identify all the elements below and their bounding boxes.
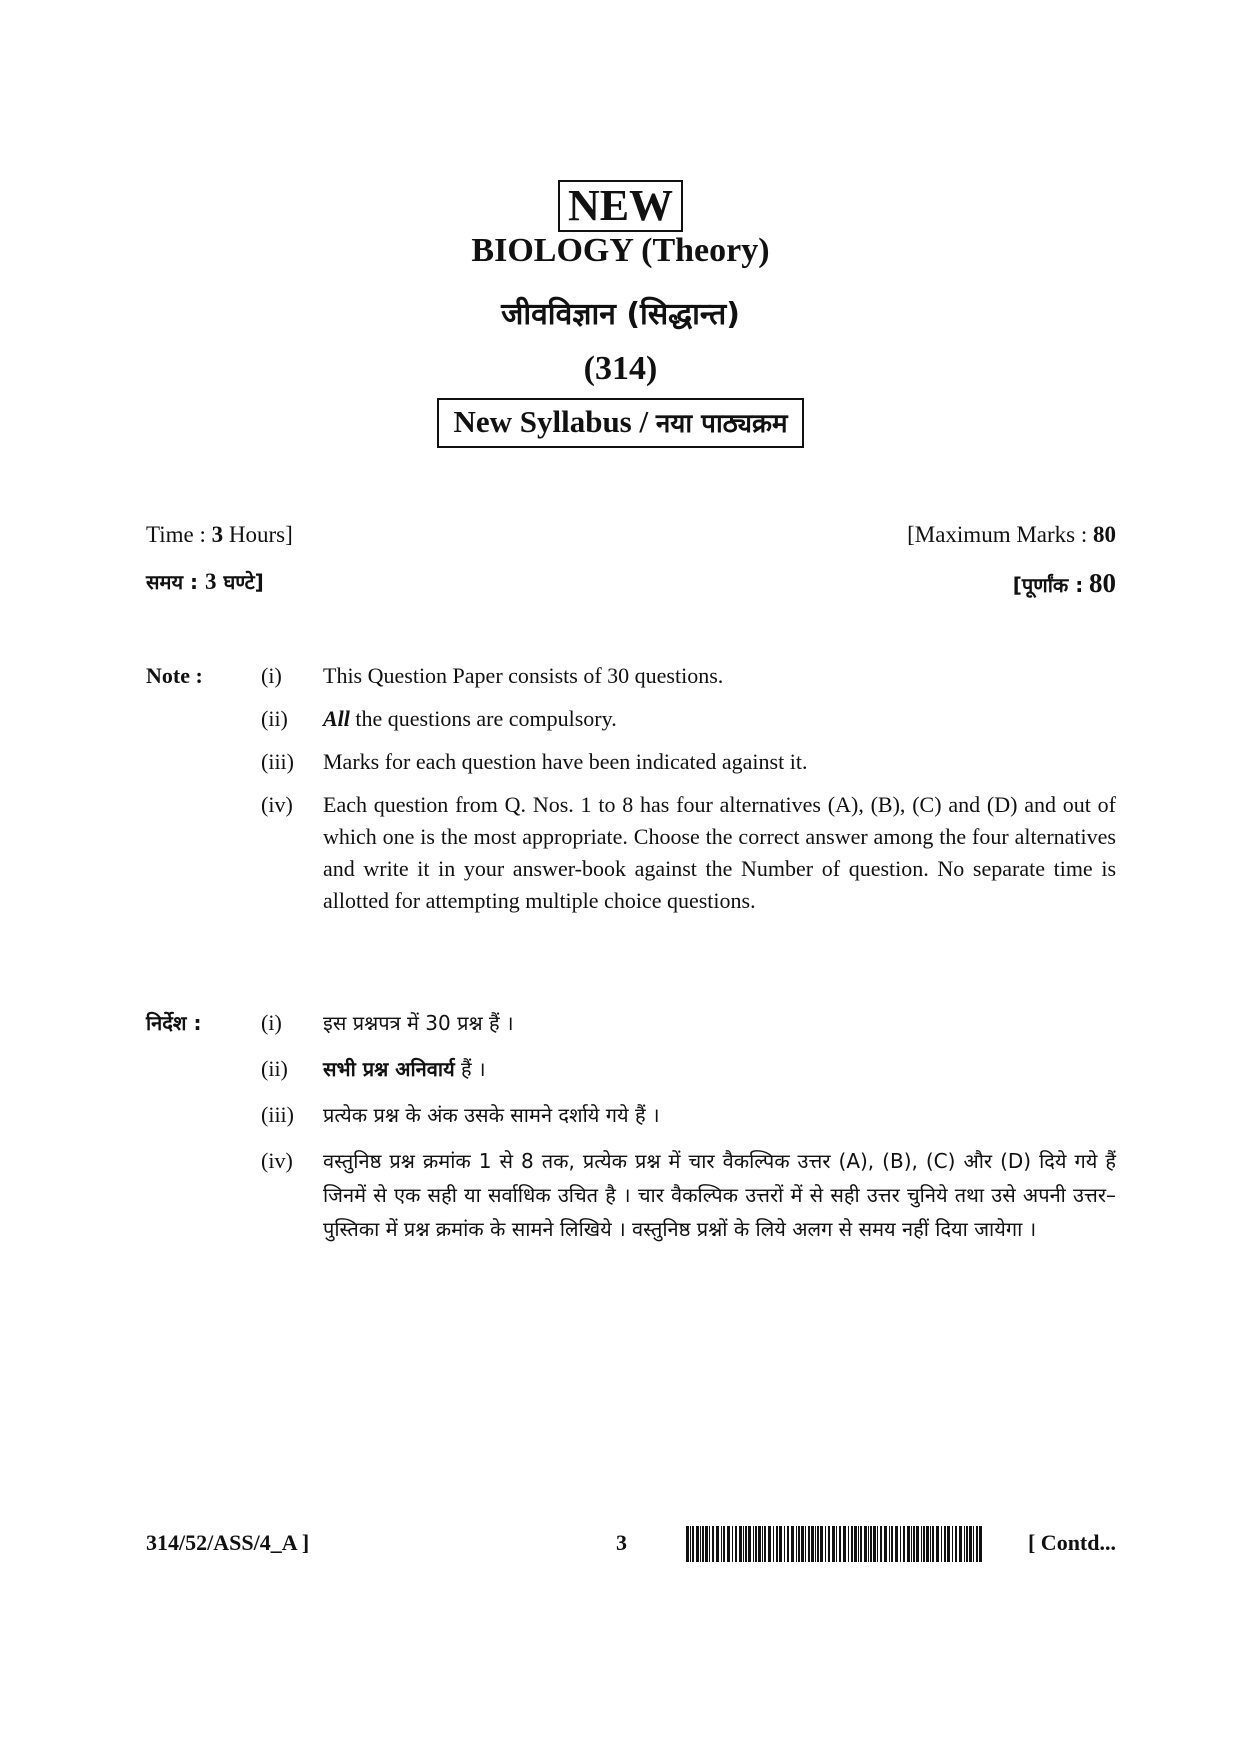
time-value-hindi: 3 (205, 569, 217, 594)
syllabus-hindi: नया पाठ्यक्रम (655, 409, 788, 439)
new-badge-wrap (0, 180, 1241, 232)
time-unit-hindi: घण्टे] (223, 570, 264, 594)
note-item-text: हैं । (454, 1057, 486, 1081)
instructions-hindi (146, 1006, 1116, 1306)
time-info-hindi (146, 568, 264, 595)
time-unit: Hours] (228, 522, 293, 547)
new-badge: NEW (558, 180, 683, 232)
note-item-text: Marks for each question have been indicated against it. (323, 749, 808, 774)
marks-label: [Maximum Marks : (907, 522, 1088, 547)
note-item-lead: सभी प्रश्न अनिवार्य (323, 1057, 455, 1081)
note-item-number: (i) (261, 1010, 282, 1035)
time-label-hindi: समय : (146, 570, 199, 594)
marks-info (907, 522, 1116, 548)
note-item-text: This Question Paper consists of 30 questions. (323, 663, 724, 688)
marks-info-hindi (1013, 568, 1116, 599)
note-item-number: (ii) (261, 1056, 288, 1081)
note-item-text: इस प्रश्नपत्र में 30 प्रश्न हैं । (323, 1011, 514, 1035)
note-item-number: (iv) (261, 1148, 293, 1173)
subject-title-hindi: जीवविज्ञान (सिद्धान्त) (501, 297, 740, 332)
note-item-lead: All (323, 706, 350, 731)
note-item-text: प्रत्येक प्रश्न के अंक उसके सामने दर्शाये गये हैं । (323, 1103, 660, 1127)
syllabus-wrap (0, 398, 1241, 448)
subject-code: (314) (583, 350, 658, 387)
note-item-number: (iii) (261, 1102, 294, 1127)
instructions-english (146, 660, 1116, 960)
page-footer (146, 1526, 1116, 1566)
paper-code: 314/52/ASS/4_A ] (146, 1530, 310, 1555)
time-info (146, 522, 293, 548)
note-label: Note : (146, 663, 203, 688)
page-number: 3 (616, 1530, 627, 1555)
time-label: Time : (146, 522, 206, 547)
syllabus-english: New Syllabus (453, 404, 632, 439)
marks-value-hindi: 80 (1089, 568, 1116, 598)
note-item-text-wrap (323, 703, 1116, 735)
note-item-text: Each question from Q. Nos. 1 to 8 has four alternatives (A), (B), (C) and (D) and out of which one is the most appropriate. Choose the correct answer among the four alternatives and write it in your answer-book against the Number of question. No separate time is allotted for attempting multiple choice questions. (323, 792, 1116, 913)
time-value: 3 (211, 522, 224, 547)
note-item-text: वस्तुनिष्ठ प्रश्न क्रमांक 1 से 8 तक, प्रत्येक प्रश्न में चार वैकल्पिक उत्तर (A), (B), (C) और (D) दिये गये हैं जिनमें से एक सही या सर्वाधिक उचित है । चार वैकल्पिक उत्तरों में से सही उत्तर चुनिये तथा उसे अपनी उत्तर–पुस्तिका में प्रश्न क्रमांक के सामने लिखिये । वस्तुनिष्ठ प्रश्नों के लिये अलग से समय नहीं दिया जायेगा । (323, 1149, 1116, 1241)
syllabus-box (437, 398, 803, 448)
marks-label-hindi: [पूर्णांक : (1012, 573, 1084, 597)
barcode-icon (686, 1526, 986, 1562)
note-item-number: (iv) (261, 792, 293, 817)
marks-value: 80 (1093, 522, 1116, 547)
continued-label: [ Contd... (1027, 1530, 1116, 1555)
note-item-number: (iii) (261, 749, 294, 774)
note-item-text: the questions are compulsory. (349, 706, 617, 731)
note-item-number: (ii) (261, 706, 288, 731)
note-item-number: (i) (261, 663, 282, 688)
note-item-text-wrap (323, 1052, 1116, 1086)
subject-title: BIOLOGY (Theory) (471, 232, 770, 269)
note-label-hindi: निर्देश : (146, 1011, 202, 1035)
syllabus-separator: / (639, 404, 649, 439)
